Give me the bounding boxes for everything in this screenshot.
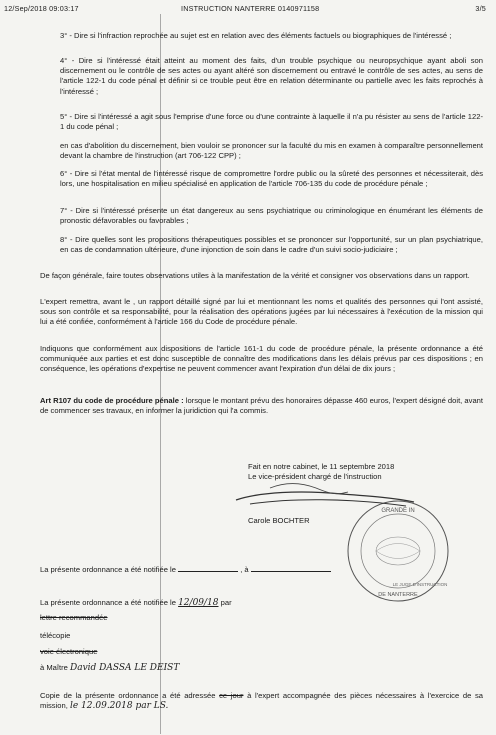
question-3: 3° - Dire si l'infraction reprochée au sujet est en relation avec des éléments factuels ou biographiques de l'intéressé ;: [60, 31, 452, 40]
notification-line-1-mid: , à: [240, 565, 249, 574]
question-5: 5° - Dire si l'intéressé a agit sous l'emprise d'une force ou d'une contrainte à laquelle il n'a pu résister au sens de l'article 122-1 du code pénal ;: [60, 112, 483, 132]
fax-datetime: 12/Sep/2018 09:03:17: [4, 4, 79, 13]
article-r107: [40, 396, 483, 416]
notification-line-2: [40, 598, 232, 608]
article-text: lorsque le montant prévu des honoraires dépasse 460 euros, l'expert désigné doit, avant de commencer ses travaux, en informer la juridiction qui l'a commis.: [40, 396, 483, 416]
method-electronic: voie électronique: [40, 647, 98, 656]
general-observations: De façon générale, faire toutes observations utiles à la manifestation de la vérité et consigner vos observations dans un rapport.: [40, 271, 470, 280]
copy-note-suffix: à l'expert accompagnée des pièces nécessaires à l'exercice de sa mission,: [40, 691, 483, 711]
copy-note: [40, 691, 483, 711]
copy-note-struck: ce jour: [219, 691, 244, 700]
copy-note-prefix: Copie de la présente ordonnance a été adressée: [40, 691, 216, 700]
question-5-followup: en cas d'abolition du discernement, bien vouloir se prononcer sur la faculté du mis en examen à comparaître personnellement devant la chambre de l'instruction (art 706-122 CPP) ;: [60, 141, 483, 161]
fax-header: [4, 4, 486, 16]
signatory-name: Carole BOCHTER: [248, 516, 310, 525]
notification-handwritten-date: 12/09/18: [178, 598, 219, 608]
question-7: 7° - Dire si l'intéressé présente un état dangereux au sens psychiatrique ou criminologique en énumérant les éléments de pronostic défavorables ou favorables ;: [60, 206, 483, 226]
copy-note-handwritten: le 12.09.2018 par LS.: [69, 701, 169, 712]
fax-page-number: 3/5: [475, 4, 486, 13]
stamp-bottom-text: DE NANTERRE: [378, 592, 418, 598]
question-8: 8° - Dire quelles sont les propositions thérapeutiques possibles et se prononcer sur l'opportunité, sur un plan psychiatrique, en cas de condamnation ultérieure, d'une injonction de soin dans le cadre d'un suivi socio-judiciaire ;: [60, 235, 483, 255]
method-fax: télécopie: [40, 631, 71, 640]
notification-line-1: [40, 565, 331, 574]
recipient-line: [40, 663, 179, 673]
report-paragraph: L'expert remettra, avant le , un rapport détaillé signé par lui et mentionnant les noms et qualités des personnes qui l'ont assisté, sous son contrôle et sa responsabilité, pour la réalisation des opérations jugées par lui nécessaires à l'exécution de la mission qui lui a été confiée, conformément à l'article 166 du Code de procédure pénale.: [40, 297, 483, 327]
notification-line-1-prefix: La présente ordonnance a été notifiée le: [40, 565, 176, 574]
question-4: 4° - Dire si l'intéressé était atteint au moment des faits, d'un trouble psychique ou neuropsychique ayant aboli son discernement ou le contrôle de ses actes ou ayant altéré son discernement ou entravé le contrôle de ses actes, au sens de l'article 122-1 du code pénal et définir si ce trouble peut être en relation déterminante ou partielle avec les faits reprochés à l'intéressé ;: [60, 56, 483, 96]
delay-paragraph: Indiquons que conformément aux dispositions de l'article 161-1 du code de procédure pénale, la présente ordonnance a été communiquée aux parties et est donc susceptible de connaître des modifications dans les délais prévus par ces dispositions ; en conséquence, les opérations d'expertise ne peuvent commencer avant l'expiration d'un délai de dix jours ;: [40, 344, 483, 374]
notification-date-blank[interactable]: [178, 571, 238, 572]
fax-title: INSTRUCTION NANTERRE 0140971158: [181, 4, 320, 13]
notification-line-2-suffix: par: [220, 598, 232, 607]
stamp-top-text: GRANDE IN: [381, 508, 415, 514]
recipient-prefix: à Maître: [40, 663, 68, 672]
notification-line-2-prefix: La présente ordonnance a été notifiée le: [40, 598, 176, 607]
notification-recipient-blank[interactable]: [251, 571, 331, 572]
method-registered-letter: lettre recommandée: [40, 613, 108, 622]
place-date: Fait en notre cabinet, le 11 septembre 2018: [248, 462, 395, 471]
stamp-side-text: LE JUGE D'INSTRUCTION: [392, 582, 448, 587]
article-label: Art R107 du code de procédure pénale :: [40, 396, 184, 405]
recipient-handwritten: David DASSA LE DEIST: [69, 663, 180, 673]
question-6: 6° - Dire si l'état mental de l'intéressé risque de compromettre l'ordre public ou la sûreté des personnes et nécessiterait, dès lors, une hospitalisation en milieu spécialisé en application de l'article 706-135 du code de procédure pénale ;: [60, 169, 483, 189]
handwritten-signature: [230, 478, 420, 514]
signatory-role: Le vice-président chargé de l'instruction: [248, 472, 382, 481]
